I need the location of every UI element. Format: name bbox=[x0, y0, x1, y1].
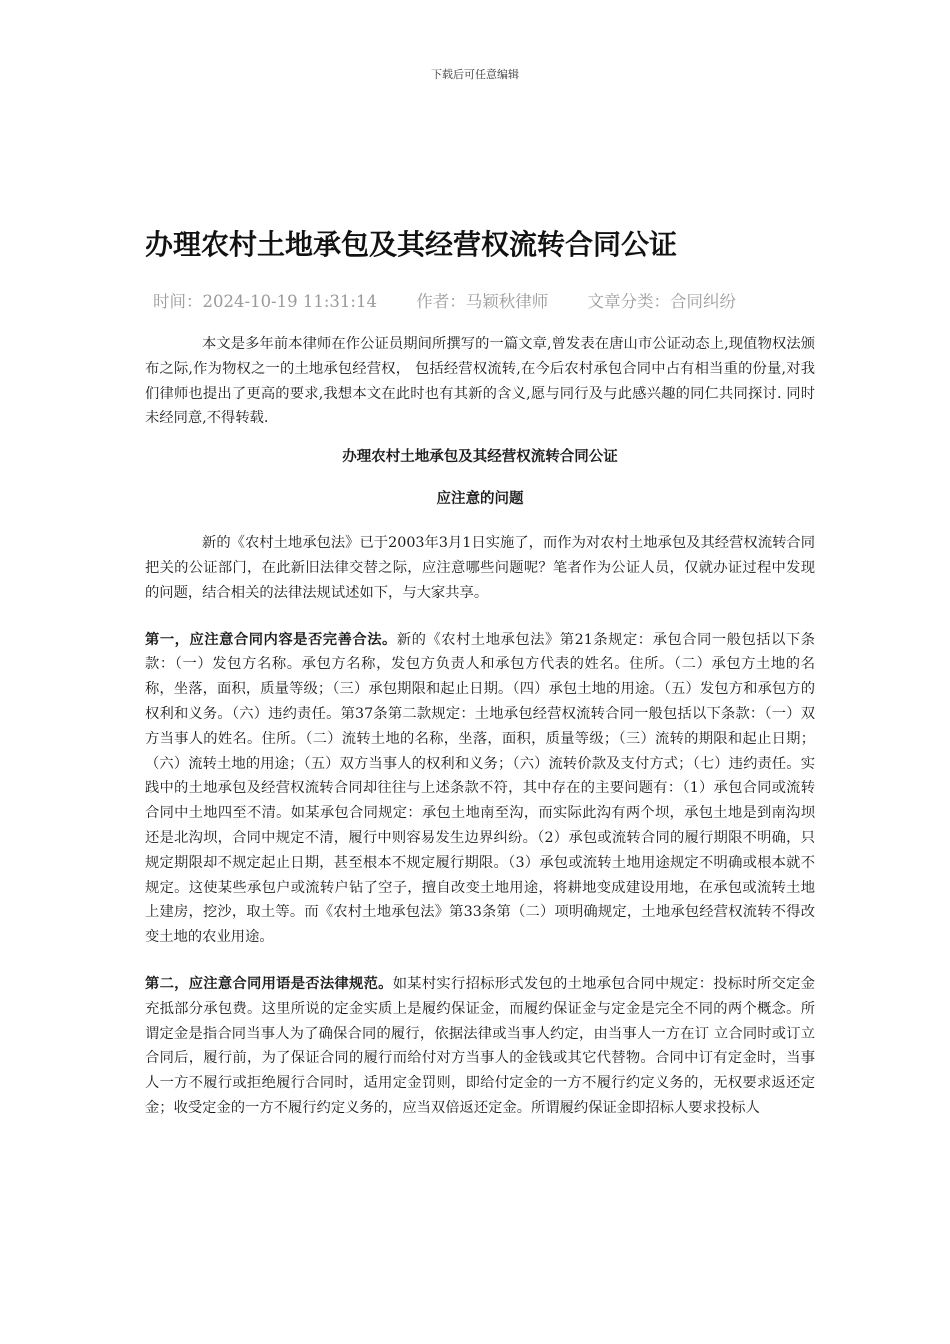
page-header-note: 下载后可任意编辑 bbox=[431, 68, 519, 81]
article-body bbox=[145, 226, 815, 1121]
section-two-text: 如某村实行招标形式发包的土地承包合同中规定：投标时所交定金充抵部分承包费。这里所说的定金实质上是履约保证金，而履约保证金与定金是完全不同的两个概念。所谓定金是指合同当事人为了确保合同的履行，依据法律或当事人约定，由当事人一方在订 立合同时或订立合同后，履行前，为了保证合同的履行而给付对方当事人的金钱或其它代替物。合同中订有定金时，当事人一方不履行或拒绝履行合同时，适用定金罚则，即给付定金的一方不履行约定义务的，无权要求返还定金；收受定金的一方不履行约定义务的，应当双倍返还定金。所谓履约保证金即招标人要求投标人 bbox=[145, 975, 816, 1116]
author-name: 作者：马颖秋律师 bbox=[416, 292, 549, 311]
section-two-paragraph bbox=[145, 972, 815, 1121]
section-one-paragraph bbox=[145, 628, 815, 950]
section-subtitle: 办理农村土地承包及其经营权流转合同公证 bbox=[342, 449, 618, 466]
publish-time: 时间：2024-10-19 11:31:14 bbox=[153, 292, 377, 311]
section-one-heading: 第一，应注意合同内容是否完善合法。 bbox=[145, 631, 397, 648]
section-two-heading: 第二，应注意合同用语是否法律规范。 bbox=[145, 975, 393, 992]
article-meta bbox=[153, 290, 815, 314]
opening-paragraph: 新的《农村土地承包法》已于2003年3月1日实施了，而作为对农村土地承包及其经营权流转合同把关的公证部门，在此新旧法律交替之际，应注意哪些问题呢？笔者作为公证人员，仅就办证过程中发现的问题，结合相关的法律法规试述如下，与大家共享。 bbox=[145, 535, 815, 601]
section-one-text: 新的《农村土地承包法》第21条规定：承包合同一般包括以下条款：（一）发包方名称。承包方名称，发包方负责人和承包方代表的姓名。住所。（二）承包方土地的名称，坐落，面积，质量等级；（三）承包期限和起止日期。（四）承包土地的用途。（五）发包方和承包方的权利和义务。（六）违约责任。第37条第二款规定：土地承包经营权流转合同一般包括以下条款：（一）双方当事人的姓名。住所。（二）流转土地的名称，坐落，面积，质量等级；（三）流转的期限和起止日期；（六）流转土地的用途；（五）双方当事人的权利和义务；（六）流转价款及支付方式；（七）违约责任。实践中的土地承包及经营权流转合同却往往与上述条款不符，其中存在的主要问题有：（1）承包合同或流转合同中土地四至不清。如某承包合同规定：承包土地南至沟，而实际此沟有两个坝，承包土地是到南沟坝还是北沟坝，合同中规定不清，履行中则容易发生边界纠纷。（2）承包或流转合同的履行期限不明确，只规定期限却不规定起止日期，甚至根本不规定履行期限。（3）承包或流转土地用途规定不明确或根本就不规定。这使某些承包户或流转户钻了空子，擅自改变土地用途，将耕地变成建设用地，在承包或流转土地上建房，挖沙，取土等。而《农村土地承包法》第33条第（二）项明确规定，土地承包经营权流转不得改变土地的农业用途。 bbox=[145, 631, 815, 946]
intro-paragraph: 本文是多年前本律师在作公证员期间所撰写的一篇文章,曾发表在唐山市公证动态上,现值物权法颁布之际,作为物权之一的土地承包经营权， 包括经营权流转,在今后农村承包合同中占有相当重的份量,对我们律师也提出了更高的要求,我想本文在此时也有其新的含义,愿与同行及与此感兴趣的同仁共同探讨. 同时未经同意,不得转载. bbox=[145, 336, 815, 427]
section-subtitle-issues: 应注意的问题 bbox=[436, 491, 524, 508]
article-title: 办理农村土地承包及其经营权流转合同公证 bbox=[145, 228, 678, 261]
article-category: 文章分类：合同纠纷 bbox=[587, 292, 736, 311]
